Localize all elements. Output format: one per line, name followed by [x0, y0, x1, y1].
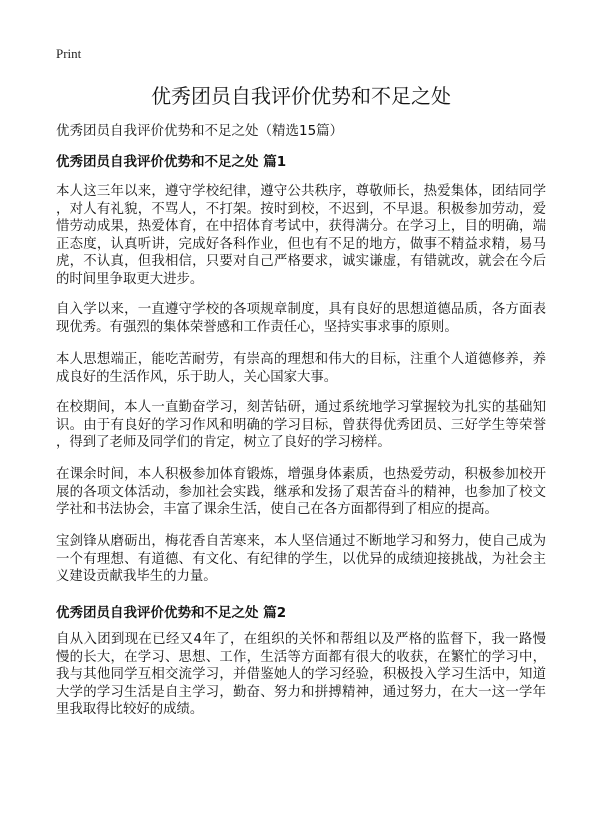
paragraph: [56, 631, 546, 719]
paragraph-line: 学社和书法协会，丰富了课余生活，使自己在各方面都得到了相应的提高。: [56, 502, 498, 518]
paragraph-line: 一个有理想、有道德、有文化、有纪律的学生，以优异的成绩迎接挑战，为社会主: [56, 551, 546, 567]
paragraph-line: ，对人有礼貌，不骂人，不打架。按时到校，不迟到，不早退。积极参加劳动，爱: [56, 201, 546, 217]
document-title: 优秀团员自我评价优势和不足之处: [151, 84, 451, 108]
paragraph-line: 现优秀。有强烈的集体荣誉感和工作责任心，坚持实事求事的原则。: [56, 319, 458, 335]
document-subtitle: 优秀团员自我评价优势和不足之处（精选15篇）: [56, 123, 344, 139]
paragraph-line: 自从入团到现在已经又4年了，在组织的关怀和帮组以及严格的监督下，我一路慢: [56, 632, 546, 647]
paragraph-line: 在校期间，本人一直勤奋学习，刻苦钻研，通过系统地学习掌握较为扎实的基础知: [56, 400, 546, 415]
paragraph-line: 的时间里争取更大进步。: [56, 271, 204, 287]
paragraph: [56, 301, 546, 336]
paragraph-line: 里我取得比较好的成绩。: [56, 702, 204, 718]
paragraph-line: 虎，不认真，但我相信，只要对自己严格要求，诚实谦虚，有错就改，就会在今后: [56, 254, 546, 270]
paragraph-line: 惜劳动成果，热爱体育，在中招体育考试中，获得满分。在学习上，目的明确，端: [56, 219, 546, 235]
section-heading: 优秀团员自我评价优势和不足之处 篇2: [56, 605, 287, 621]
print-label[interactable]: Print: [56, 46, 82, 61]
paragraph: [56, 351, 546, 386]
paragraph-line: 正态度，认真听讲，完成好各科作业，但也有不足的地方，做事不精益求精，易马: [56, 236, 546, 252]
paragraph: [56, 399, 546, 452]
paragraph-line: ，得到了老师及同学们的肯定，树立了良好的学习榜样。: [56, 435, 391, 451]
paragraph-line: 本人这三年以来，遵守学校纪律，遵守公共秩序，尊敬师长，热爱集体，团结同学: [56, 184, 546, 199]
paragraph-line: 在课余时间，本人积极参加体育锻炼，增强身体素质，也热爱劳动，积极参加校开: [56, 467, 546, 482]
paragraph-line: 慢的长大，在学习、思想、工作，生活等方面都有很大的收获，在繁忙的学习中，: [56, 649, 546, 665]
paragraph-line: 大学的学习生活是自主学习，勤奋、努力和拼搏精神，通过努力，在大一这一学年: [56, 684, 546, 700]
paragraph: [56, 183, 546, 289]
paragraph-line: 义建设贡献我毕生的力量。: [56, 569, 217, 585]
paragraph-line: 自入学以来，一直遵守学校的各项规章制度，具有良好的思想道德品质，各方面表: [56, 302, 546, 317]
paragraph: [56, 533, 546, 586]
paragraph-line: 识。由于有良好的学习作风和明确的学习目标，曾获得优秀团员、三好学生等荣誉: [56, 417, 546, 433]
paragraph-line: 成良好的生活作风，乐于助人，关心国家大事。: [56, 369, 338, 385]
paragraph-line: 展的各项文体活动，参加社会实践，继承和发扬了艰苦奋斗的精神，也参加了校文: [56, 484, 546, 500]
paragraph: [56, 466, 546, 519]
paragraph-line: 宝剑锋从磨砺出，梅花香自苦寒来，本人坚信通过不断地学习和努力，使自己成为: [56, 534, 546, 549]
paragraph-line: 本人思想端正，能吃苦耐劳，有崇高的理想和伟大的目标，注重个人道德修养，养: [56, 352, 546, 367]
paragraph-line: 我与其他同学互相交流学习，并借鉴她人的学习经验，积极投入学习生活中，知道: [56, 667, 546, 683]
section-heading: 优秀团员自我评价优势和不足之处 篇1: [56, 154, 287, 170]
